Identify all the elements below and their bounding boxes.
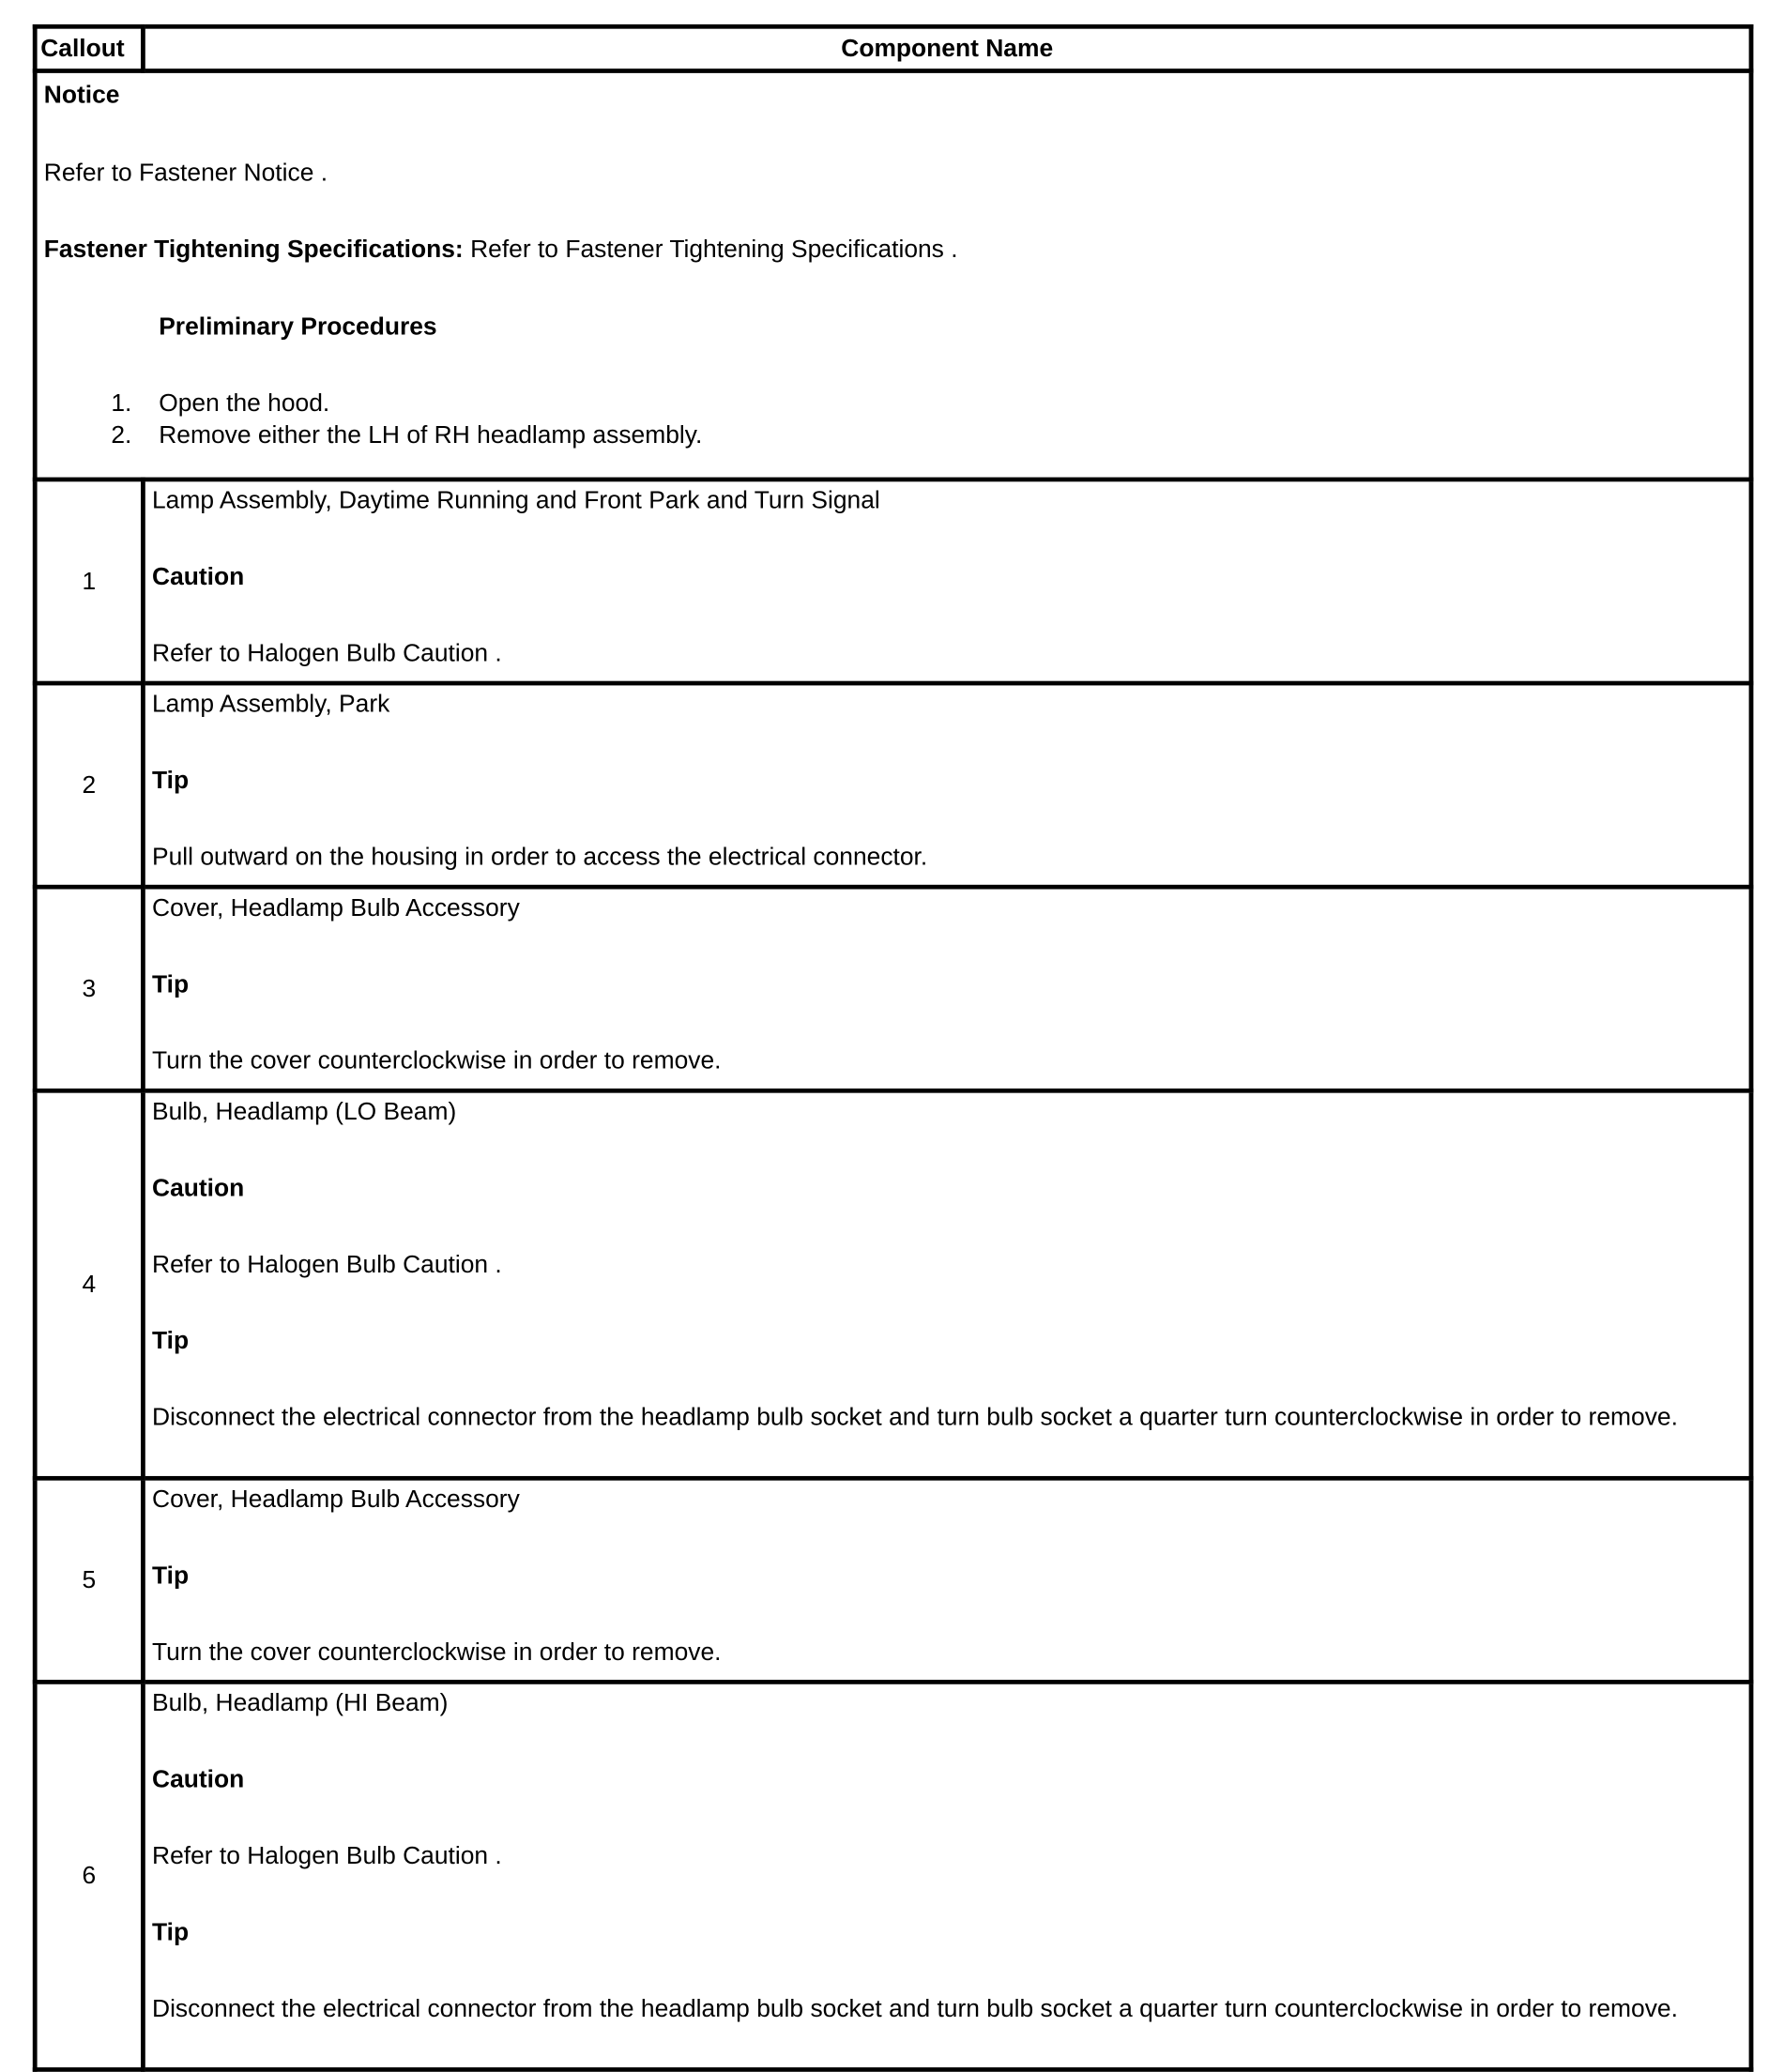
tip-label: Tip xyxy=(152,1561,190,1590)
callout-number: 5 xyxy=(35,1479,143,1683)
callout-column-header: Callout xyxy=(35,26,143,70)
component-name: Lamp Assembly, Daytime Running and Front Park and Turn Signal xyxy=(152,486,880,514)
table-row xyxy=(35,1479,1751,1683)
component-cell xyxy=(143,480,1751,683)
caution-text: Refer to Halogen Bulb Caution . xyxy=(152,1841,502,1869)
caution-label: Caution xyxy=(152,562,245,590)
component-column-header: Component Name xyxy=(143,26,1751,70)
caution-label: Caution xyxy=(152,1764,245,1793)
table-row xyxy=(35,1683,1751,2070)
procedure-step xyxy=(44,388,1743,419)
component-cell xyxy=(143,683,1751,887)
step-number: 2. xyxy=(111,419,132,449)
fastener-spec-line xyxy=(44,234,1743,264)
component-cell xyxy=(143,887,1751,1090)
notice-cell xyxy=(35,71,1751,480)
fastener-notice-text: Refer to Fastener Notice . xyxy=(43,158,328,186)
table-row xyxy=(35,480,1751,683)
callout-number: 3 xyxy=(35,887,143,1090)
procedure-step xyxy=(44,419,1743,451)
tip-label: Tip xyxy=(152,969,190,998)
callout-number: 4 xyxy=(35,1091,143,1479)
preliminary-procedures-title: Preliminary Procedures xyxy=(159,312,437,340)
table-row xyxy=(35,887,1751,1090)
component-name: Cover, Headlamp Bulb Accessory xyxy=(152,1485,520,1514)
callout-number: 6 xyxy=(35,1683,143,2070)
component-cell xyxy=(143,1091,1751,1479)
callout-number: 1 xyxy=(35,480,143,683)
component-name: Bulb, Headlamp (HI Beam) xyxy=(152,1688,449,1717)
tip-label: Tip xyxy=(152,1917,190,1945)
fastener-spec-label: Fastener Tightening Specifications: xyxy=(43,235,464,263)
tip-text: Disconnect the electrical connector from the headlamp bulb socket and turn bulb socket a quarter turn counterclockwise in order to remove. xyxy=(152,1402,1678,1430)
tip-label: Tip xyxy=(152,766,190,795)
tip-label: Tip xyxy=(152,1326,190,1354)
component-name: Bulb, Headlamp (LO Beam) xyxy=(152,1097,457,1126)
step-number: 1. xyxy=(111,388,132,417)
header-row xyxy=(35,26,1751,70)
caution-text: Refer to Halogen Bulb Caution . xyxy=(152,638,502,667)
step-text: Open the hood. xyxy=(159,388,330,417)
fastener-spec-text: Refer to Fastener Tightening Specifications . xyxy=(470,235,958,263)
callout-number: 2 xyxy=(35,683,143,887)
component-cell xyxy=(143,1683,1751,2070)
tip-text: Turn the cover counterclockwise in order to remove. xyxy=(152,1638,722,1666)
tip-text: Pull outward on the housing in order to access the electrical connector. xyxy=(152,842,928,871)
component-name: Cover, Headlamp Bulb Accessory xyxy=(152,893,520,922)
step-text: Remove either the LH of RH headlamp assembly. xyxy=(159,419,703,449)
table-row xyxy=(35,683,1751,887)
caution-label: Caution xyxy=(152,1173,245,1202)
table-row xyxy=(35,1091,1751,1479)
preliminary-steps-list xyxy=(44,388,1743,450)
tip-text: Disconnect the electrical connector from the headlamp bulb socket and turn bulb socket a quarter turn counterclockwise in order to remove. xyxy=(152,1993,1678,2022)
component-cell xyxy=(143,1479,1751,1683)
component-name: Lamp Assembly, Park xyxy=(152,690,390,718)
caution-text: Refer to Halogen Bulb Caution . xyxy=(152,1250,502,1278)
notice-row xyxy=(35,71,1751,480)
callout-table xyxy=(33,24,1754,2072)
tip-text: Turn the cover counterclockwise in order to remove. xyxy=(152,1045,722,1074)
notice-title: Notice xyxy=(43,81,120,109)
